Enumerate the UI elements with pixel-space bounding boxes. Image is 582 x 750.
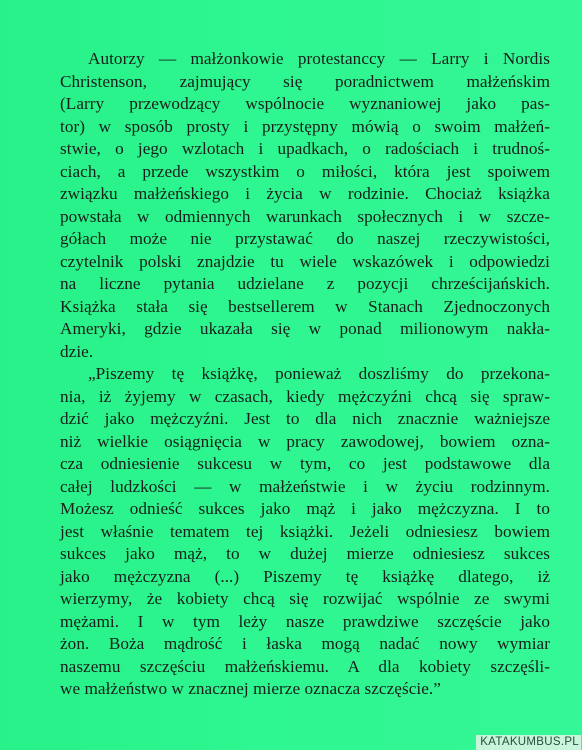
text-line: Christenson, zajmujący się poradnictwem małżeńskim: [60, 71, 550, 91]
text-line: (Larry przewodzący wspólnocie wyznaniowej jako pas-: [60, 94, 550, 113]
text-line: mężami. I w tym leży nasze prawdziwe szczęście jako: [60, 611, 550, 631]
paragraph-2-quote: [60, 363, 550, 701]
text-line: żon. Boża mądrość i łaska mogą nadać nowy wymiar: [60, 634, 550, 653]
text-line: na liczne pytania udzielane z pozycji chrześcijańskich.: [60, 274, 550, 293]
text-line: „Piszemy tę książkę, ponieważ doszliśmy do przekona-: [88, 364, 550, 383]
text-line: gółach może nie przystawać do naszej rzeczywistości,: [60, 229, 550, 248]
text-line: jako mężczyzna (...) Piszemy tę książkę dlatego, iż: [60, 566, 550, 586]
text-line: wierzymy, że kobiety chcą się rozwijać wspólnie ze swymi: [60, 589, 550, 608]
text-line: Autorzy — małżonkowie protestanccy — Larry i Nordis: [88, 49, 550, 68]
text-line: Ameryki, gdzie ukazała się w ponad milionowym nakła-: [60, 319, 550, 338]
text-line: nia, iż żyjemy w czasach, kiedy mężczyźni chcą się spraw-: [60, 386, 550, 406]
text-line: naszemu szczęściu małżeńskiemu. A dla kobiety szczęśli-: [60, 656, 550, 676]
text-line: niż wielkie osiągnięcia w pracy zawodowej, bowiem ozna-: [60, 431, 550, 451]
text-line: dzie.: [60, 341, 94, 361]
text-line: sukces jako mąż, to w dużej mierze odniesiesz sukces: [60, 544, 550, 563]
text-line: stwie, o jego wzlotach i upadkach, o radościach i trudnoś-: [60, 139, 550, 158]
text-line: ciach, a przede wszystkim o miłości, która jest spoiwem: [60, 161, 550, 181]
text-line: związku małżeńskiego i życia w rodzinie. Chociaż książka: [60, 184, 550, 203]
text-line: powstała w odmiennych warunkach społecznych i w szcze-: [60, 206, 550, 226]
site-watermark: KATAKUMBUS.PL: [476, 735, 581, 750]
text-line: we małżeństwo w znacznej mierze oznacza szczęście.”: [60, 679, 441, 698]
text-line: cza odniesienie sukcesu w tym, co jest podstawowe dla: [60, 454, 550, 473]
text-line: jest właśnie tematem tej książki. Jeżeli odniesiesz bowiem: [60, 521, 550, 541]
text-line: dzić jako mężczyźni. Jest to dla nich znacznie ważniejsze: [60, 409, 550, 428]
text-line: całej ludzkości — w małżeństwie i w życiu rodzinnym.: [60, 476, 550, 496]
paragraph-1: [60, 48, 550, 363]
text-line: tor) w sposób prosty i przystępny mówią o swoim małżeń-: [60, 116, 550, 136]
text-line: czytelnik polski znajdzie tu wiele wskazówek i odpowiedzi: [60, 251, 550, 271]
text-line: Możesz odnieść sukces jako mąż i jako mężczyzna. I to: [60, 499, 550, 518]
text-line: Książka stała się bestsellerem w Stanach Zjednoczonych: [60, 296, 550, 316]
description-text: [60, 48, 550, 701]
